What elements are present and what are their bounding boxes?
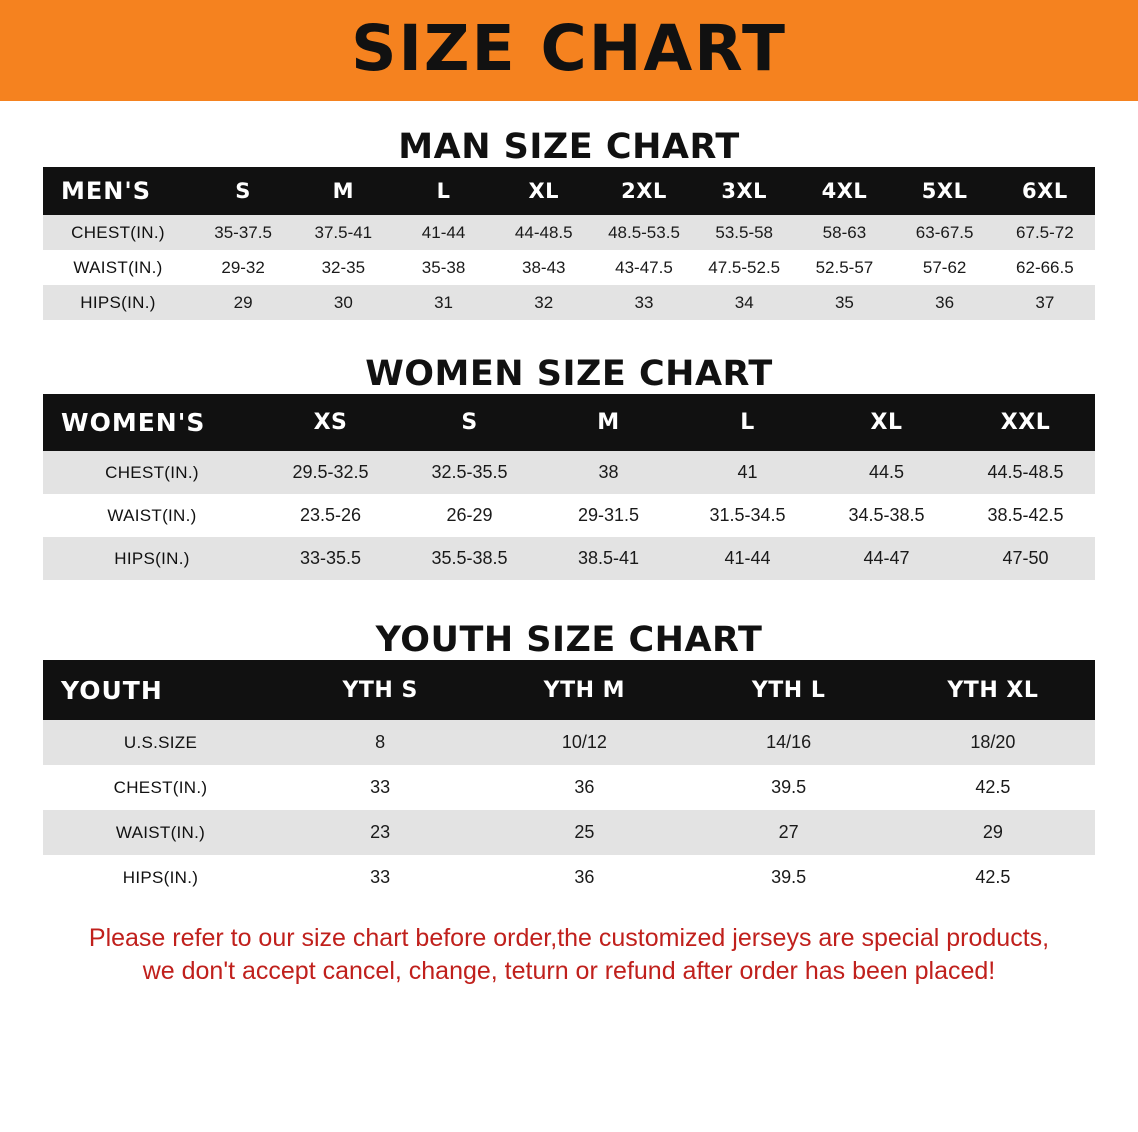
table-cell: 35 — [834, 292, 854, 312]
table-cell: 35-38 — [421, 257, 466, 277]
table-header-cell: L — [436, 179, 451, 203]
table-cell: 29 — [233, 292, 253, 312]
footer-line-2: we don't accept cancel, change, teturn or refund after order has been placed! — [142, 957, 996, 985]
table-header-cell: XS — [313, 410, 348, 435]
table-header-cell: YTH L — [751, 677, 826, 703]
table-cell: 41-44 — [724, 548, 771, 568]
table-cell: 44-47 — [863, 548, 910, 568]
table-cell: 52.5-57 — [815, 257, 874, 277]
table-cell: 53.5-58 — [715, 222, 774, 242]
table-cell: 37.5-41 — [314, 222, 373, 242]
table-cell: 35.5-38.5 — [431, 548, 508, 568]
table-header-cell: 5XL — [921, 179, 968, 203]
youth-size-table-wrap — [43, 660, 1095, 900]
women-section-heading: WOMEN SIZE CHART — [365, 354, 773, 394]
table-cell: 44.5-48.5 — [987, 462, 1064, 482]
row-label: CHEST(IN.) — [71, 222, 165, 242]
women-size-table — [43, 394, 1095, 580]
table-header-row — [43, 394, 1095, 451]
row-label: HIPS(IN.) — [114, 548, 190, 568]
row-label: CHEST(IN.) — [113, 777, 208, 797]
table-header-cell: 3XL — [721, 179, 768, 203]
table-cell: 31.5-34.5 — [709, 505, 786, 525]
table-header-cell: 4XL — [821, 179, 868, 203]
table-cell: 42.5 — [975, 777, 1011, 797]
row-label: WAIST(IN.) — [115, 822, 206, 842]
table-cell: 35-37.5 — [214, 222, 272, 242]
table-cell: 32.5-35.5 — [431, 462, 508, 482]
table-row — [43, 810, 1095, 855]
table-cell: 38.5-41 — [577, 548, 640, 568]
table-cell: 67.5-72 — [1016, 222, 1074, 242]
table-header-cell: XL — [870, 410, 903, 435]
page-banner — [0, 0, 1138, 101]
table-cell: 33 — [370, 867, 391, 887]
table-cell: 38 — [598, 462, 619, 482]
row-label: CHEST(IN.) — [105, 462, 199, 482]
table-cell: 25 — [574, 822, 595, 842]
table-cell: 14/16 — [766, 732, 812, 752]
table-cell: 44.5 — [868, 462, 905, 482]
table-row — [43, 451, 1095, 494]
table-cell: 8 — [375, 732, 386, 752]
table-cell: 29-32 — [221, 257, 265, 277]
table-cell: 36 — [574, 867, 595, 887]
table-cell: 62-66.5 — [1016, 257, 1074, 277]
table-cell: 10/12 — [561, 732, 607, 752]
table-cell: 57-62 — [922, 257, 967, 277]
table-row — [43, 494, 1095, 537]
table-cell: 63-67.5 — [915, 222, 974, 242]
row-label: WAIST(IN.) — [73, 257, 163, 277]
table-cell: 36 — [935, 292, 955, 312]
table-row — [43, 250, 1095, 285]
table-cell: 41-44 — [421, 222, 466, 242]
table-cell: 29 — [982, 822, 1003, 842]
table-cell: 48.5-53.5 — [608, 222, 680, 242]
table-row — [43, 285, 1095, 320]
footer-disclaimer — [64, 922, 1074, 988]
page-title: SIZE CHART — [351, 12, 787, 85]
table-cell: 32 — [534, 292, 554, 312]
row-label: HIPS(IN.) — [80, 292, 156, 312]
table-cell: 23.5-26 — [299, 505, 362, 525]
table-row — [43, 855, 1095, 900]
table-header-row — [43, 660, 1095, 720]
table-header-cell: YTH XL — [947, 677, 1039, 703]
table-header-cell: YTH M — [543, 677, 626, 703]
table-cell: 29.5-32.5 — [292, 462, 369, 482]
table-cell: 43-47.5 — [615, 257, 673, 277]
table-header-cell: L — [740, 410, 755, 435]
youth-section-heading: YOUTH SIZE CHART — [375, 620, 763, 660]
table-header-cell: M — [597, 410, 620, 435]
table-cell: 47.5-52.5 — [708, 257, 781, 277]
table-cell: 38.5-42.5 — [987, 505, 1064, 525]
table-cell: 34.5-38.5 — [848, 505, 925, 525]
table-row — [43, 537, 1095, 580]
table-cell: 39.5 — [771, 867, 807, 887]
table-cell: 32-35 — [321, 257, 366, 277]
table-header-cell: WOMEN'S — [61, 408, 206, 437]
table-cell: 37 — [1035, 292, 1055, 312]
table-cell: 42.5 — [975, 867, 1011, 887]
table-cell: 30 — [333, 292, 353, 312]
table-header-cell: YTH S — [342, 677, 418, 703]
row-label: WAIST(IN.) — [107, 505, 197, 525]
table-cell: 26-29 — [446, 505, 493, 525]
table-cell: 38-43 — [522, 257, 566, 277]
table-header-cell: MEN'S — [61, 177, 151, 205]
table-header-cell: 6XL — [1022, 179, 1068, 203]
man-section-heading: MAN SIZE CHART — [398, 127, 740, 167]
table-cell: 29-31.5 — [577, 505, 640, 525]
table-cell: 34 — [734, 292, 754, 312]
table-cell: 58-63 — [822, 222, 867, 242]
table-cell: 33 — [370, 777, 391, 797]
table-cell: 27 — [778, 822, 799, 842]
table-row — [43, 720, 1095, 765]
table-cell: 18/20 — [970, 732, 1016, 752]
table-header-cell: XL — [528, 179, 560, 203]
table-cell: 23 — [370, 822, 391, 842]
table-header-cell: S — [235, 179, 251, 203]
table-header-cell: 2XL — [621, 179, 667, 203]
table-cell: 44-48.5 — [514, 222, 573, 242]
table-cell: 36 — [574, 777, 595, 797]
table-cell: 31 — [434, 292, 453, 312]
youth-size-table — [43, 660, 1095, 900]
table-header-cell: S — [461, 410, 478, 435]
table-cell: 41 — [737, 462, 758, 482]
footer-line-1: Please refer to our size chart before order,the customized jerseys are special products, — [88, 924, 1050, 952]
table-header-cell: YOUTH — [61, 675, 163, 705]
table-header-cell: M — [332, 179, 355, 203]
table-cell: 47-50 — [1002, 548, 1049, 568]
table-cell: 33 — [634, 292, 654, 312]
table-header-cell: XXL — [1000, 410, 1051, 435]
man-size-table — [43, 167, 1095, 320]
table-header-row — [43, 167, 1095, 215]
table-row — [43, 765, 1095, 810]
row-label: U.S.SIZE — [123, 732, 198, 752]
table-cell: 39.5 — [771, 777, 807, 797]
row-label: HIPS(IN.) — [122, 867, 199, 887]
women-size-table-wrap — [43, 394, 1095, 580]
table-row — [43, 215, 1095, 250]
man-size-table-wrap — [43, 167, 1095, 320]
table-cell: 33-35.5 — [299, 548, 362, 568]
